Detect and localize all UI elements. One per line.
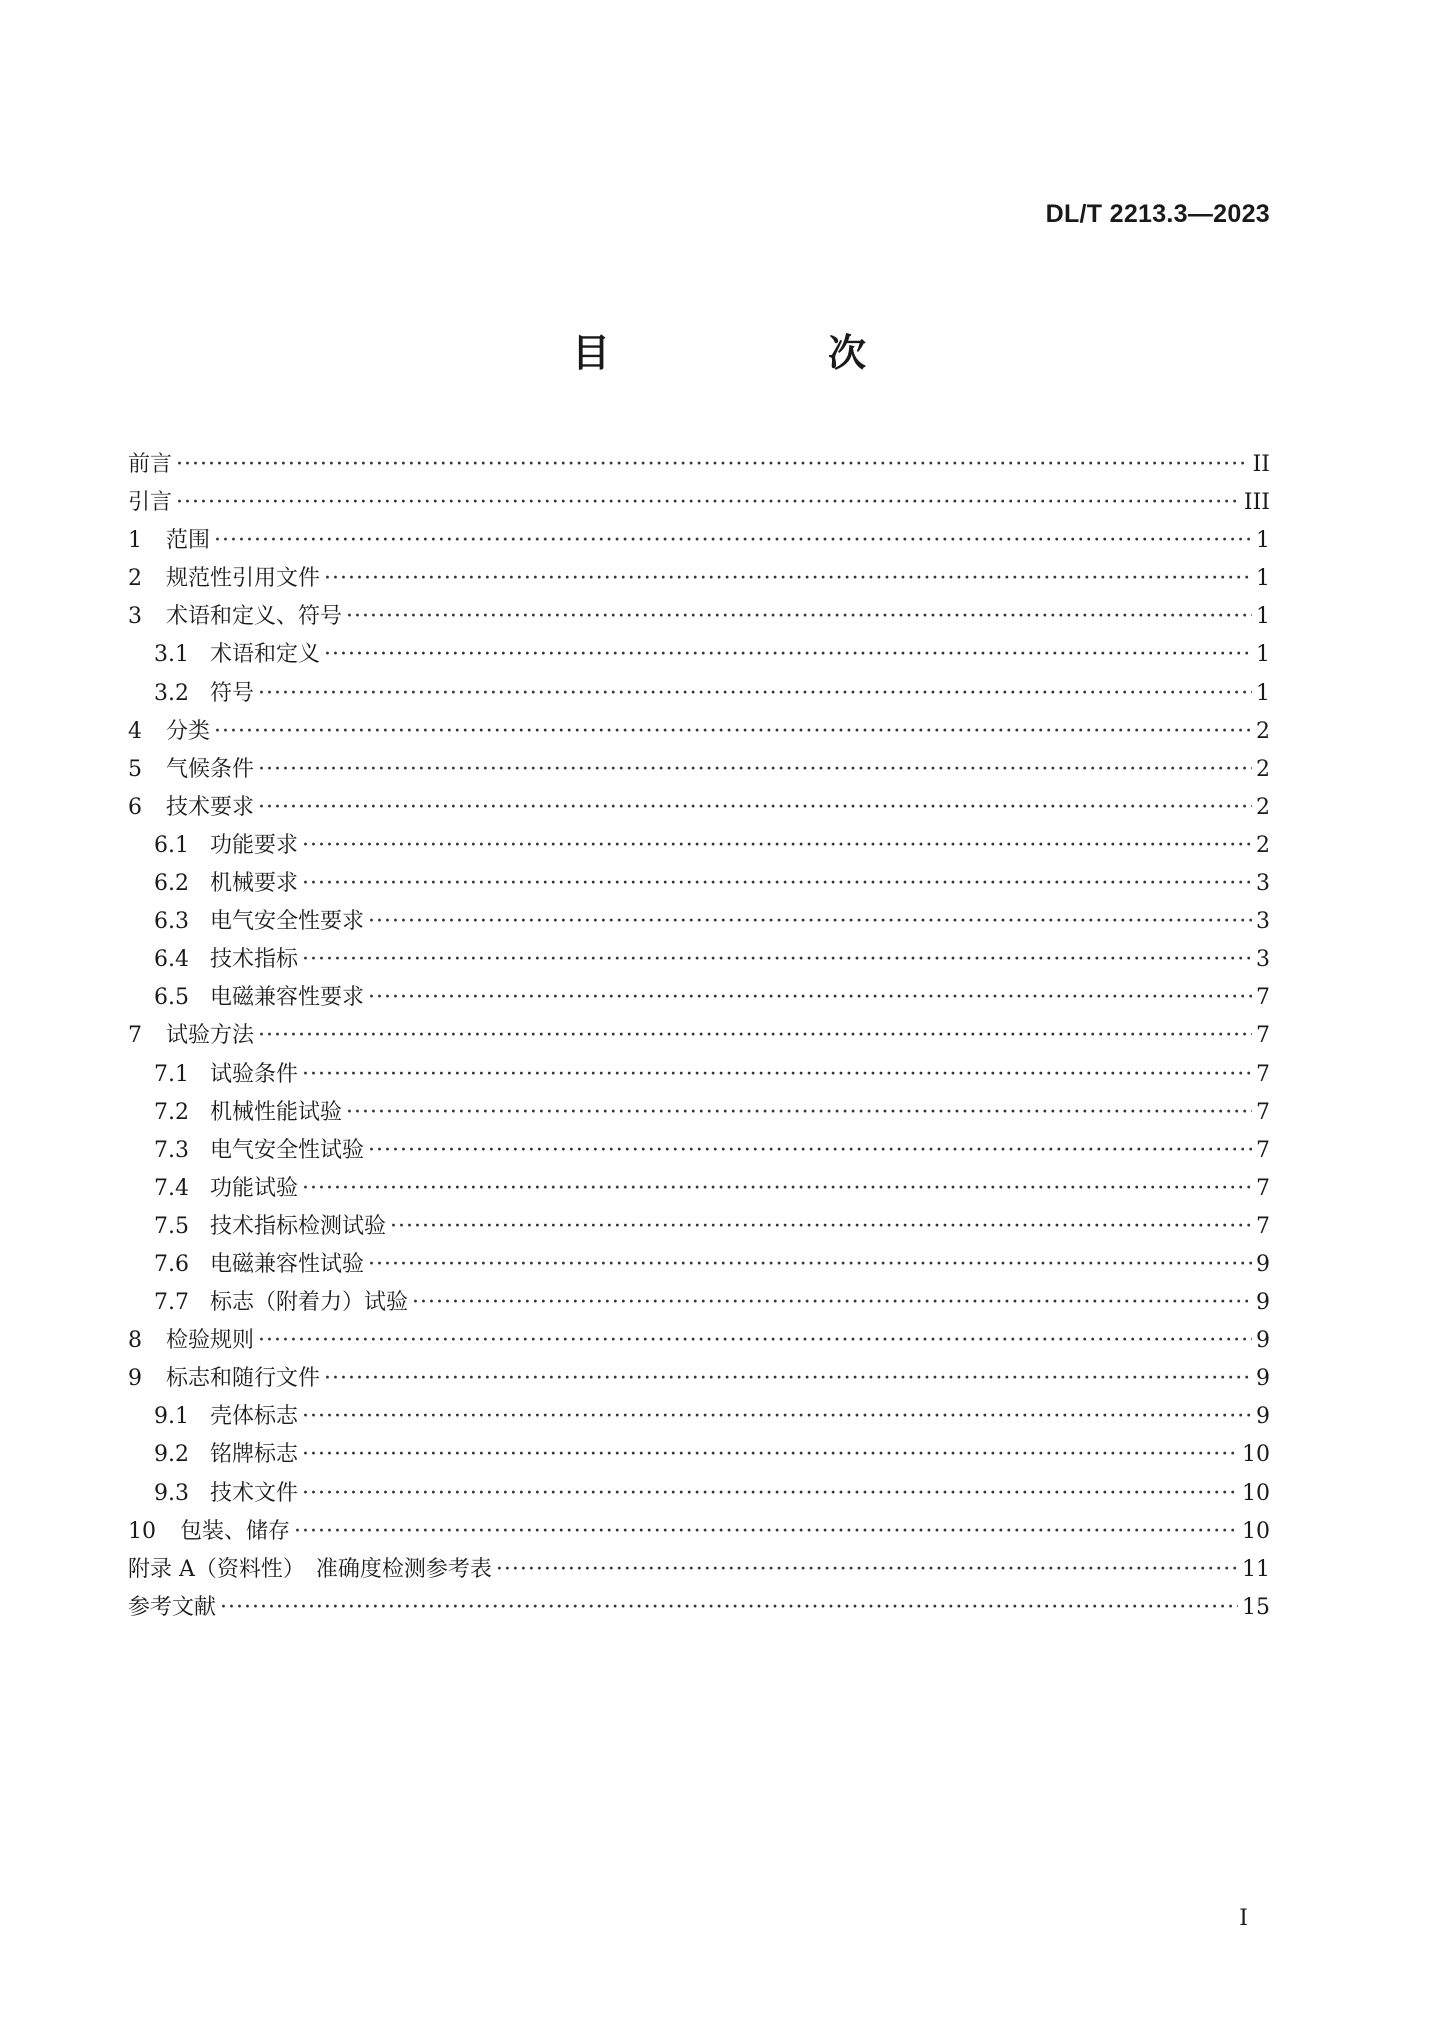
- toc-entry-number: 6.2: [154, 871, 189, 897]
- toc-entry-label: 范围: [166, 528, 211, 554]
- toc-entry-number: 1: [128, 528, 142, 554]
- toc-entry-label: 附录 A（资料性） 准确度检测参考表: [128, 1556, 492, 1582]
- toc-entry-number: 10: [128, 1518, 156, 1544]
- toc-entry[interactable]: [128, 1360, 1270, 1398]
- toc-dot-leader: [258, 1322, 1252, 1360]
- toc-entry[interactable]: [128, 1132, 1270, 1170]
- toc-dot-leader: [368, 1246, 1252, 1284]
- toc-entry-label: 机械性能试验: [210, 1099, 343, 1125]
- toc-entry-page: 7: [1256, 1175, 1270, 1201]
- toc-dot-leader: [176, 484, 1240, 522]
- page-number: I: [1239, 1906, 1248, 1931]
- toc-entry-label: 技术文件: [210, 1480, 299, 1506]
- toc-entry-page: 9: [1256, 1328, 1270, 1354]
- toc-entry-label: 功能试验: [210, 1175, 299, 1201]
- toc-entry[interactable]: [128, 1094, 1270, 1132]
- toc-entry-page: 1: [1256, 528, 1270, 554]
- toc-entry[interactable]: [128, 560, 1270, 598]
- toc-entry-page: 2: [1256, 718, 1270, 744]
- toc-entry-page: 1: [1256, 642, 1270, 668]
- toc-entry[interactable]: [128, 1208, 1270, 1246]
- toc-entry-page: 7: [1256, 1137, 1270, 1163]
- toc-entry[interactable]: [128, 827, 1270, 865]
- toc-entry-page: 9: [1256, 1404, 1270, 1430]
- toc-entry-page: 9: [1256, 1290, 1270, 1316]
- toc-entry-label: 壳体标志: [210, 1404, 299, 1430]
- toc-entry[interactable]: [128, 1170, 1270, 1208]
- toc-entry-number: 6.5: [154, 985, 189, 1011]
- toc-entry[interactable]: [128, 751, 1270, 789]
- toc-entry[interactable]: [128, 675, 1270, 713]
- toc-entry[interactable]: [128, 903, 1270, 941]
- toc-entry-label: 术语和定义、符号: [166, 604, 343, 630]
- toc-dot-leader: [368, 903, 1252, 941]
- toc-entry-number: 5: [128, 756, 142, 782]
- toc-entry[interactable]: [128, 941, 1270, 979]
- toc-entry-label: 铭牌标志: [210, 1442, 299, 1468]
- toc-dot-leader: [302, 1398, 1252, 1436]
- toc-entry-page: 15: [1242, 1594, 1270, 1620]
- toc-entry-label: 功能要求: [210, 832, 299, 858]
- toc-entry-number: 7.5: [154, 1213, 189, 1239]
- toc-entry-page: 7: [1256, 1213, 1270, 1239]
- toc-entry[interactable]: [128, 1589, 1270, 1627]
- toc-entry-number: 6.1: [154, 832, 189, 858]
- toc-dot-leader: [302, 865, 1252, 903]
- toc-entry-page: 10: [1242, 1480, 1270, 1506]
- toc-entry-number: 7.3: [154, 1137, 189, 1163]
- toc-entry-label: 引言: [128, 490, 173, 516]
- toc-entry-page: 2: [1256, 832, 1270, 858]
- toc-dot-leader: [346, 598, 1252, 636]
- toc-entry-label: 技术指标检测试验: [210, 1213, 387, 1239]
- toc-entry[interactable]: [128, 713, 1270, 751]
- toc-entry-number: 9.2: [154, 1442, 189, 1468]
- toc-dot-leader: [302, 1170, 1252, 1208]
- toc-entry-number: 8: [128, 1328, 142, 1354]
- toc-entry-label: 标志和随行文件: [166, 1366, 321, 1392]
- toc-dot-leader: [324, 1360, 1252, 1398]
- toc-entry[interactable]: [128, 1017, 1270, 1055]
- toc-entry[interactable]: [128, 522, 1270, 560]
- toc-entry[interactable]: [128, 1513, 1270, 1551]
- toc-entry-label: 检验规则: [166, 1328, 255, 1354]
- toc-dot-leader: [324, 560, 1252, 598]
- toc-entry-number: 9.1: [154, 1404, 189, 1430]
- toc-entry-label: 包装、储存: [180, 1518, 291, 1544]
- toc-entry-label: 试验条件: [210, 1061, 299, 1087]
- toc-entry-page: 7: [1256, 1061, 1270, 1087]
- toc-entry[interactable]: [128, 865, 1270, 903]
- toc-entry-number: 3.1: [154, 642, 189, 668]
- toc-dot-leader: [294, 1513, 1238, 1551]
- toc-entry[interactable]: [128, 1475, 1270, 1513]
- toc-entry-label: 技术指标: [210, 947, 299, 973]
- toc-entry-number: 7.2: [154, 1099, 189, 1125]
- toc-entry[interactable]: [128, 1056, 1270, 1094]
- toc-entry-label: 分类: [166, 718, 211, 744]
- toc-entry-page: 7: [1256, 1099, 1270, 1125]
- toc-entry-number: 6: [128, 794, 142, 820]
- toc-entry-number: 3: [128, 604, 142, 630]
- toc-entry-label: 参考文献: [128, 1594, 217, 1620]
- toc-entry-number: 6.4: [154, 947, 189, 973]
- toc-entry-number: 7.7: [154, 1290, 189, 1316]
- toc-entry-number: 7.1: [154, 1061, 189, 1087]
- toc-entry-number: 9: [128, 1366, 142, 1392]
- page-title: 目 次: [571, 331, 956, 375]
- toc-entry[interactable]: [128, 446, 1270, 484]
- toc-entry-page: II: [1252, 452, 1270, 477]
- toc-dot-leader: [412, 1284, 1252, 1322]
- toc-entry-page: 2: [1256, 794, 1270, 820]
- toc-entry-number: 7: [128, 1023, 142, 1049]
- toc-entry-page: 3: [1256, 871, 1270, 897]
- toc-entry[interactable]: [128, 1436, 1270, 1474]
- toc-entry[interactable]: [128, 598, 1270, 636]
- toc-entry[interactable]: [128, 979, 1270, 1017]
- standard-code: DL/T 2213.3—2023: [1045, 200, 1270, 228]
- toc-entry-label: 技术要求: [166, 794, 255, 820]
- toc-dot-leader: [302, 827, 1252, 865]
- toc-entry-page: 7: [1256, 985, 1270, 1011]
- toc-entry-number: 7.6: [154, 1251, 189, 1277]
- table-of-contents: [128, 446, 1270, 1627]
- toc-entry[interactable]: [128, 1322, 1270, 1360]
- toc-entry-page: 7: [1256, 1023, 1270, 1049]
- toc-entry[interactable]: [128, 636, 1270, 674]
- toc-entry-number: 2: [128, 566, 142, 592]
- toc-entry-number: 3.2: [154, 680, 189, 706]
- toc-entry-label: 标志（附着力）试验: [210, 1290, 409, 1316]
- toc-entry-number: 6.3: [154, 909, 189, 935]
- toc-entry-page: 1: [1256, 566, 1270, 592]
- toc-entry-label: 电气安全性试验: [210, 1137, 365, 1163]
- toc-entry-label: 试验方法: [166, 1023, 255, 1049]
- toc-entry-label: 符号: [210, 680, 255, 706]
- toc-entry-label: 电磁兼容性要求: [210, 985, 365, 1011]
- toc-dot-leader: [368, 979, 1252, 1017]
- toc-dot-leader: [302, 1475, 1238, 1513]
- toc-dot-leader: [302, 1436, 1238, 1474]
- toc-entry-page: 1: [1256, 680, 1270, 706]
- toc-entry[interactable]: [128, 789, 1270, 827]
- toc-entry-page: 10: [1242, 1518, 1270, 1544]
- toc-entry-page: 2: [1256, 756, 1270, 782]
- toc-entry[interactable]: [128, 1246, 1270, 1284]
- toc-dot-leader: [214, 522, 1252, 560]
- toc-dot-leader: [258, 789, 1252, 827]
- toc-entry-page: 1: [1256, 604, 1270, 630]
- toc-dot-leader: [302, 1056, 1252, 1094]
- toc-dot-leader: [214, 713, 1252, 751]
- toc-entry[interactable]: [128, 484, 1270, 522]
- toc-dot-leader: [220, 1589, 1238, 1627]
- toc-entry-page: III: [1243, 490, 1270, 516]
- toc-dot-leader: [346, 1094, 1252, 1132]
- toc-entry-page: 11: [1242, 1556, 1270, 1582]
- toc-entry-page: 9: [1256, 1251, 1270, 1277]
- toc-dot-leader: [258, 1017, 1252, 1055]
- toc-dot-leader: [302, 941, 1252, 979]
- toc-entry[interactable]: [128, 1551, 1270, 1589]
- toc-dot-leader: [496, 1551, 1238, 1589]
- toc-entry-page: 9: [1256, 1366, 1270, 1392]
- toc-entry[interactable]: [128, 1284, 1270, 1322]
- toc-entry-label: 电磁兼容性试验: [210, 1251, 365, 1277]
- toc-entry-number: 7.4: [154, 1175, 189, 1201]
- toc-entry-page: 3: [1256, 909, 1270, 935]
- toc-entry-label: 前言: [128, 452, 173, 477]
- toc-entry-label: 机械要求: [210, 871, 299, 897]
- toc-entry-number: 9.3: [154, 1480, 189, 1506]
- toc-entry-label: 术语和定义: [210, 642, 321, 668]
- toc-entry[interactable]: [128, 1398, 1270, 1436]
- toc-entry-label: 规范性引用文件: [166, 566, 321, 592]
- toc-entry-page: 10: [1242, 1442, 1270, 1468]
- toc-entry-label: 气候条件: [166, 756, 255, 782]
- toc-dot-leader: [324, 636, 1252, 674]
- toc-dot-leader: [176, 446, 1249, 484]
- toc-dot-leader: [258, 675, 1252, 713]
- toc-entry-label: 电气安全性要求: [210, 909, 365, 935]
- toc-dot-leader: [258, 751, 1252, 789]
- toc-dot-leader: [390, 1208, 1252, 1246]
- toc-dot-leader: [368, 1132, 1252, 1170]
- toc-entry-page: 3: [1256, 947, 1270, 973]
- toc-entry-number: 4: [128, 718, 142, 744]
